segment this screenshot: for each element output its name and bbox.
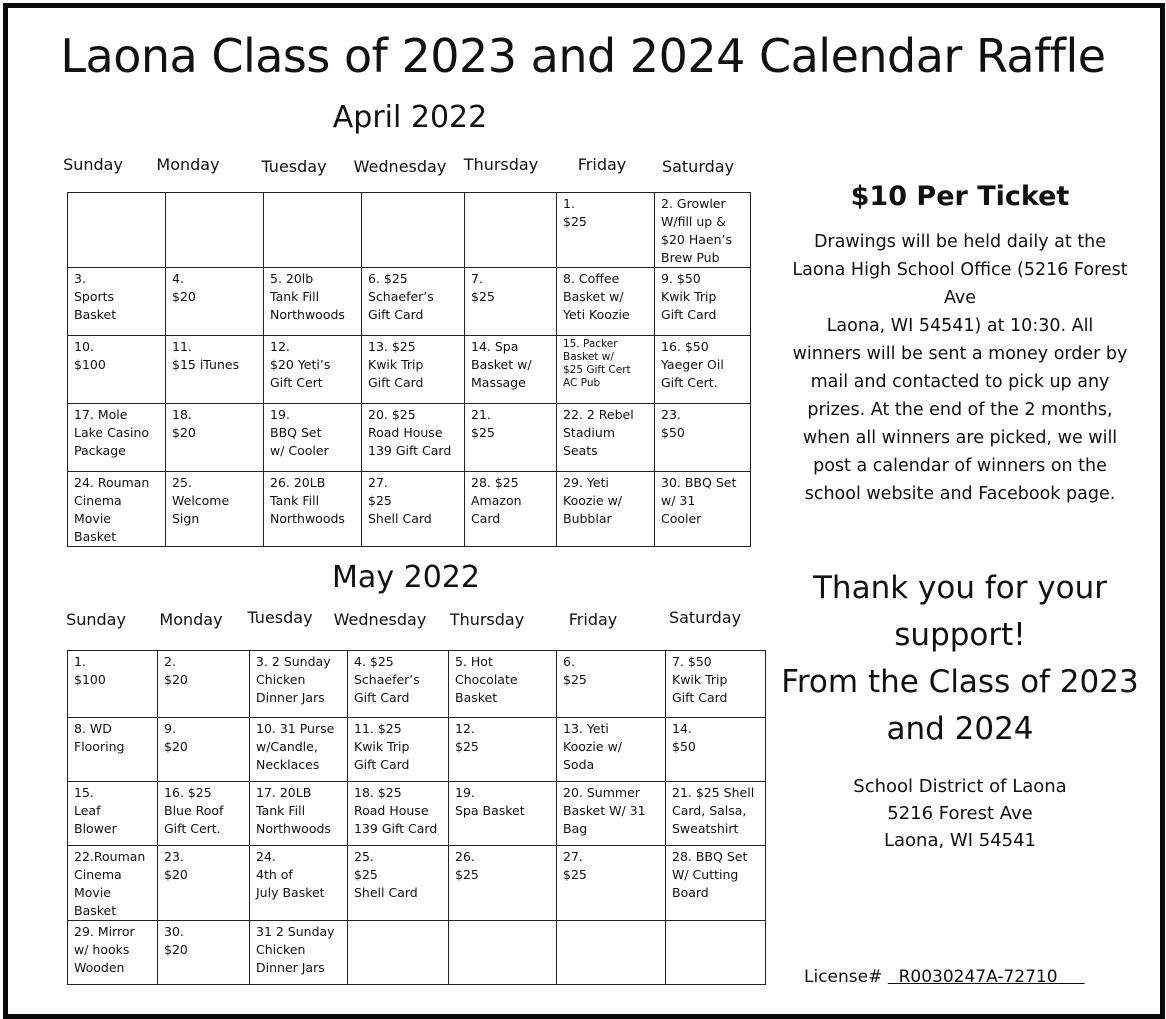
day-cell — [68, 336, 166, 404]
may-title: May 2022 — [332, 560, 480, 595]
weekday-sunday: Sunday — [63, 155, 123, 174]
day-cell — [68, 846, 158, 921]
day-prize: 21. $25 Shell Card, Salsa, Sweatshirt — [672, 785, 755, 836]
day-prize: 17. Mole Lake Casino Package — [74, 407, 150, 458]
day-cell — [348, 921, 449, 985]
day-cell — [68, 268, 166, 336]
may-calendar — [67, 650, 766, 985]
calendar-week — [68, 336, 751, 404]
day-prize: 17. 20LB Tank Fill Northwoods — [256, 785, 331, 836]
weekday-tuesday: Tuesday — [261, 157, 327, 176]
day-prize: 6. $25 Schaefer’s Gift Card — [368, 271, 434, 322]
day-prize: 30. $20 — [164, 924, 188, 957]
weekday-friday: Friday — [568, 610, 618, 629]
day-cell — [158, 651, 250, 718]
day-cell — [348, 718, 449, 782]
day-cell — [557, 718, 666, 782]
day-prize: 16. $50 Yaeger Oil Gift Cert. — [661, 339, 724, 390]
day-cell — [264, 404, 362, 472]
day-prize: 14. $50 — [672, 721, 696, 754]
day-prize: 25. Welcome Sign — [172, 475, 230, 526]
day-cell — [166, 336, 264, 404]
day-prize: 15. Packer Basket w/ $25 Gift Cert AC Pub — [563, 338, 631, 389]
day-prize: 1. $100 — [74, 654, 106, 687]
day-prize: 9. $50 Kwik Trip Gift Card — [661, 271, 717, 322]
day-prize: 11. $15 iTunes — [172, 339, 240, 372]
calendar-week — [68, 921, 766, 985]
day-prize: 13. Yeti Koozie w/ Soda — [563, 721, 623, 772]
license-line — [804, 965, 1144, 989]
day-cell — [158, 782, 250, 846]
day-prize: 13. $25 Kwik Trip Gift Card — [368, 339, 424, 390]
day-cell — [362, 404, 465, 472]
poster-title: Laona Class of 2023 and 2024 Calendar Raffle — [60, 29, 1106, 83]
day-prize: 26. $25 — [455, 849, 479, 882]
day-cell — [362, 268, 465, 336]
calendar-week — [68, 782, 766, 846]
day-prize: 29. Mirror w/ hooks Wooden — [74, 924, 135, 975]
day-cell — [557, 472, 655, 547]
drawings-info: Drawings will be held daily at the Laona High School Office (5216 Forest Ave Laona, WI 54541) at 10:30. All winners will be sent a money order by mail and contacted to pick up any prizes. At the end of the 2 months, when all winners are picked, we will post a calendar of winners on the school website and Facebook page. — [792, 232, 1128, 504]
license-label: License# — [804, 967, 883, 987]
day-cell — [166, 472, 264, 547]
day-cell — [362, 336, 465, 404]
calendar-week — [68, 193, 751, 268]
day-prize: 24. Rouman Cinema Movie Basket — [74, 475, 150, 544]
weekday-tuesday: Tuesday — [247, 608, 313, 627]
day-cell — [166, 193, 264, 268]
day-cell — [666, 718, 766, 782]
day-cell — [557, 921, 666, 985]
day-prize: 23. $50 — [661, 407, 685, 440]
day-cell — [666, 651, 766, 718]
day-cell — [264, 193, 362, 268]
thank-you-message: Thank you for your support! From the Class of 2023 and 2024 — [781, 570, 1139, 747]
weekday-friday: Friday — [577, 155, 627, 174]
day-prize: 21. $25 — [471, 407, 495, 440]
day-prize: 2. Growler W/fill up & $20 Haen’s Brew Pub — [661, 196, 732, 265]
day-prize: 11. $25 Kwik Trip Gift Card — [354, 721, 410, 772]
day-prize: 5. 20lb Tank Fill Northwoods — [270, 271, 345, 322]
ticket-price: $10 Per Ticket — [850, 181, 1070, 212]
day-cell — [449, 651, 557, 718]
day-prize: 19. Spa Basket — [455, 785, 525, 818]
day-prize: 28. $25 Amazon Card — [471, 475, 522, 526]
day-prize: 12. $20 Yeti’s Gift Cert — [270, 339, 331, 390]
day-cell — [264, 472, 362, 547]
day-cell — [68, 718, 158, 782]
day-prize: 27. $25 Shell Card — [368, 475, 432, 526]
day-cell — [264, 268, 362, 336]
day-cell — [666, 782, 766, 846]
day-cell — [666, 921, 766, 985]
day-prize: 27. $25 — [563, 849, 587, 882]
day-prize: 28. BBQ Set W/ Cutting Board — [672, 849, 748, 900]
day-prize: 25. $25 Shell Card — [354, 849, 418, 900]
license-number: R0030247A-72710 — [898, 967, 1058, 987]
day-prize: 4. $25 Schaefer’s Gift Card — [354, 654, 420, 705]
april-title: April 2022 — [332, 100, 488, 135]
day-cell — [557, 404, 655, 472]
day-prize: 18. $20 — [172, 407, 196, 440]
day-cell — [68, 921, 158, 985]
day-prize: 3. 2 Sunday Chicken Dinner Jars — [256, 654, 331, 705]
weekday-thursday: Thursday — [463, 155, 539, 174]
day-prize: 24. 4th of July Basket — [256, 849, 325, 900]
day-cell — [465, 472, 557, 547]
day-prize: 23. $20 — [164, 849, 188, 882]
day-cell — [449, 718, 557, 782]
day-prize: 5. Hot Chocolate Basket — [455, 654, 518, 705]
day-cell — [557, 782, 666, 846]
weekday-wednesday: Wednesday — [333, 610, 427, 629]
day-cell — [68, 472, 166, 547]
calendar-week — [68, 718, 766, 782]
calendar-week — [68, 404, 751, 472]
day-prize: 7. $50 Kwik Trip Gift Card — [672, 654, 728, 705]
day-prize: 8. WD Flooring — [74, 721, 125, 754]
weekday-sunday: Sunday — [66, 610, 126, 629]
day-cell — [449, 782, 557, 846]
day-cell — [465, 404, 557, 472]
day-cell — [68, 193, 166, 268]
day-cell — [250, 718, 348, 782]
day-prize: 29. Yeti Koozie w/ Bubblar — [563, 475, 623, 526]
calendar-week — [68, 472, 751, 547]
weekday-saturday: Saturday — [668, 608, 742, 627]
day-prize: 12. $25 — [455, 721, 479, 754]
calendar-week — [68, 268, 751, 336]
weekday-monday: Monday — [159, 610, 223, 629]
day-cell — [465, 193, 557, 268]
day-prize: 14. Spa Basket w/ Massage — [471, 339, 532, 390]
day-cell — [465, 268, 557, 336]
day-prize: 31 2 Sunday Chicken Dinner Jars — [256, 924, 335, 975]
weekday-wednesday: Wednesday — [353, 157, 447, 176]
day-cell — [348, 782, 449, 846]
day-cell — [166, 268, 264, 336]
day-cell — [68, 404, 166, 472]
day-prize: 16. $25 Blue Roof Gift Cert. — [164, 785, 224, 836]
day-cell — [666, 846, 766, 921]
day-cell — [250, 782, 348, 846]
day-cell — [166, 404, 264, 472]
day-cell — [557, 846, 666, 921]
day-prize: 19. BBQ Set w/ Cooler — [270, 407, 329, 458]
day-cell — [250, 651, 348, 718]
april-calendar — [67, 192, 751, 547]
day-prize: 26. 20LB Tank Fill Northwoods — [270, 475, 345, 526]
day-cell — [557, 651, 666, 718]
day-cell — [264, 336, 362, 404]
day-cell — [655, 404, 751, 472]
day-prize: 22.Rouman Cinema Movie Basket — [74, 849, 146, 918]
day-cell — [158, 846, 250, 921]
day-cell — [449, 921, 557, 985]
day-cell — [362, 193, 465, 268]
day-cell — [655, 268, 751, 336]
day-prize: 22. 2 Rebel Stadium Seats — [563, 407, 634, 458]
day-prize: 9. $20 — [164, 721, 188, 754]
day-prize: 6. $25 — [563, 654, 587, 687]
day-prize: 20. Summer Basket W/ 31 Bag — [563, 785, 646, 836]
day-prize: 10. $100 — [74, 339, 106, 372]
day-cell — [158, 718, 250, 782]
day-cell — [557, 193, 655, 268]
day-cell — [655, 472, 751, 547]
day-cell — [557, 268, 655, 336]
day-prize: 3. Sports Basket — [74, 271, 117, 322]
day-cell — [655, 193, 751, 268]
calendar-week — [68, 651, 766, 718]
weekday-saturday: Saturday — [661, 157, 735, 176]
day-prize: 8. Coffee Basket w/ Yeti Koozie — [563, 271, 630, 322]
day-cell — [250, 846, 348, 921]
day-cell — [557, 336, 655, 404]
calendar-week — [68, 846, 766, 921]
day-cell — [449, 846, 557, 921]
day-prize: 2. $20 — [164, 654, 188, 687]
day-prize: 7. $25 — [471, 271, 495, 304]
district-address: School District of Laona 5216 Forest Ave Laona, WI 54541 — [853, 776, 1067, 851]
day-prize: 30. BBQ Set w/ 31 Cooler — [661, 475, 737, 526]
day-cell — [250, 921, 348, 985]
day-cell — [465, 336, 557, 404]
day-cell — [158, 921, 250, 985]
day-prize: 10. 31 Purse w/Candle, Necklaces — [256, 721, 335, 772]
day-prize: 4. $20 — [172, 271, 196, 304]
day-prize: 1. $25 — [563, 196, 587, 229]
day-cell — [348, 651, 449, 718]
weekday-thursday: Thursday — [449, 610, 525, 629]
day-cell — [362, 472, 465, 547]
day-prize: 15. Leaf Blower — [74, 785, 117, 836]
day-cell — [68, 782, 158, 846]
day-cell — [348, 846, 449, 921]
weekday-monday: Monday — [156, 155, 220, 174]
day-cell — [655, 336, 751, 404]
day-prize: 20. $25 Road House 139 Gift Card — [368, 407, 452, 458]
day-cell — [68, 651, 158, 718]
day-prize: 18. $25 Road House 139 Gift Card — [354, 785, 438, 836]
